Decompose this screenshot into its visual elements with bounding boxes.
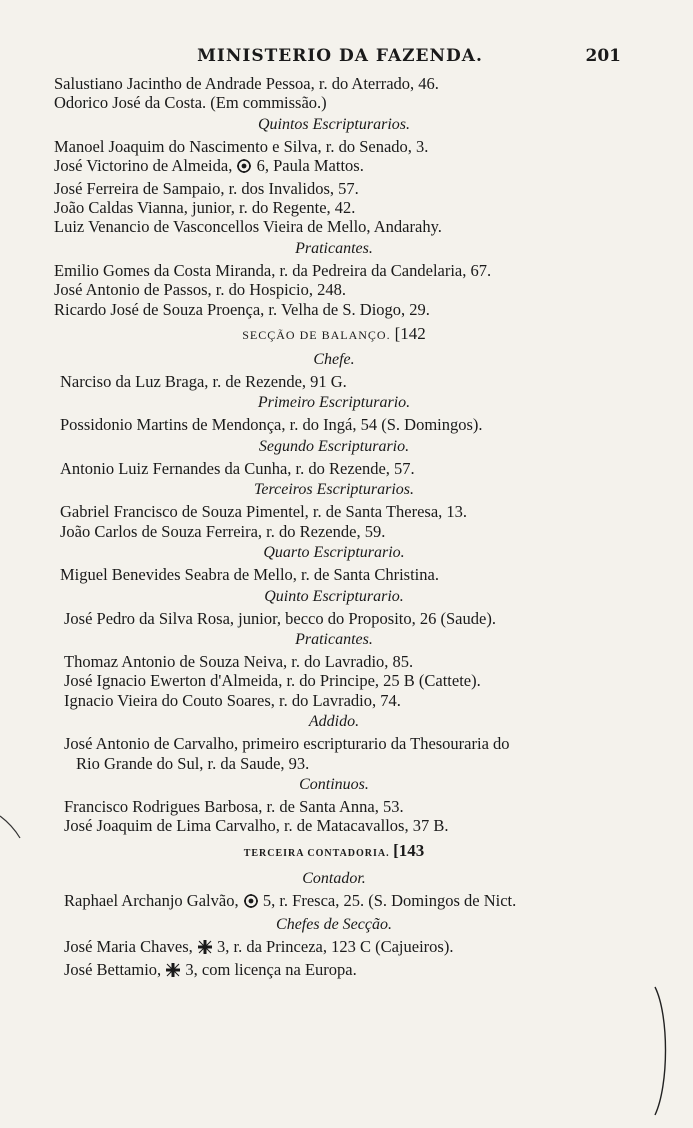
entry-line: João Carlos de Souza Ferreira, r. do Rezende, 59. bbox=[60, 521, 386, 541]
section-subheading: Quintos Escripturarios. bbox=[257, 115, 410, 133]
margin-pencil-mark bbox=[0, 812, 24, 842]
entry-line: Antonio Luiz Fernandes da Cunha, r. do Rezende, 57. bbox=[60, 458, 415, 478]
entry-detail: 6, Paula Mattos. bbox=[252, 156, 364, 176]
section-subheading: Primeiro Escripturario. bbox=[257, 394, 411, 412]
entry-line: João Caldas Vianna, junior, r. do Regente, 42. bbox=[54, 198, 356, 218]
entry-name: José Victorino de Almeida, bbox=[54, 156, 237, 176]
entry-line: José Joaquim de Lima Carvalho, r. de Matacavallos, 37 B. bbox=[64, 816, 449, 836]
section-subheading: Quinto Escripturario. bbox=[264, 587, 404, 605]
entry-line: José Antonio de Carvalho, primeiro escripturario da Thesouraria do bbox=[64, 734, 510, 754]
section-subheading: Quarto Escripturario. bbox=[263, 544, 405, 562]
section-subheading: Addido. bbox=[308, 713, 360, 731]
section-number: [142 bbox=[394, 324, 426, 344]
margin-bracket-mark bbox=[653, 985, 673, 1117]
section-subheading: Praticantes. bbox=[295, 630, 373, 648]
section-subheading: Terceiros Escripturarios. bbox=[253, 481, 414, 499]
section-title bbox=[54, 321, 614, 348]
entry-line bbox=[54, 960, 644, 982]
entry-line: Miguel Benevides Seabra de Mello, r. de Santa Christina. bbox=[60, 565, 439, 585]
section-title-text: SECÇÃO DE BALANÇO. bbox=[242, 328, 391, 343]
entry-line: Gabriel Francisco de Souza Pimentel, r. de Santa Theresa, 13. bbox=[60, 502, 468, 522]
entry-line: Emilio Gomes da Costa Miranda, r. da Pedreira da Candelaria, 67. bbox=[54, 260, 492, 280]
entry-line bbox=[54, 156, 644, 178]
page-number: 201 bbox=[585, 46, 621, 66]
section-subheading: Continuos. bbox=[299, 775, 369, 793]
entry-name: José Bettamio, bbox=[64, 959, 166, 979]
entry-line: Manoel Joaquim do Nascimento e Silva, r. do Senado, 3. bbox=[54, 136, 429, 156]
section-subheading: Praticantes. bbox=[295, 239, 373, 257]
entry-line: Francisco Rodrigues Barbosa, r. de Santa Anna, 53. bbox=[64, 796, 404, 816]
entry-line: Possidonio Martins de Mendonça, r. do Ingá, 54 (S. Domingos). bbox=[60, 415, 483, 435]
entry-line: Thomaz Antonio de Souza Neiva, r. do Lavradio, 85. bbox=[64, 651, 414, 671]
entry-detail: 3, r. da Princeza, 123 C (Cajueiros). bbox=[212, 937, 454, 957]
page-header bbox=[0, 46, 693, 70]
entry-name: José Maria Chaves, bbox=[64, 937, 197, 957]
entry-line: José Ignacio Ewerton d'Almeida, r. do Principe, 25 B (Cattete). bbox=[64, 671, 481, 691]
section-subheading: Chefes de Secção. bbox=[276, 916, 392, 934]
entry-line: Narciso da Luz Braga, r. de Rezende, 91 G. bbox=[60, 372, 347, 392]
entry-name: Raphael Archanjo Galvão, bbox=[64, 890, 243, 910]
entry-detail: 5, r. Fresca, 25. (S. Domingos de Nict. bbox=[258, 890, 517, 910]
cross-order-icon bbox=[197, 939, 213, 959]
entry-line bbox=[54, 937, 644, 959]
section-subheading: Chefe. bbox=[313, 351, 355, 369]
entry-detail: 3, com licença na Europa. bbox=[181, 959, 357, 979]
entry-line: Salustiano Jacintho de Andrade Pessoa, r. do Aterrado, 46. bbox=[54, 74, 439, 93]
running-head: MINISTERIO DA FAZENDA. bbox=[197, 46, 483, 66]
section-title bbox=[54, 838, 614, 867]
cross-order-icon bbox=[165, 962, 181, 982]
entry-line: Luiz Venancio de Vasconcellos Vieira de Mello, Andarahy. bbox=[54, 217, 442, 237]
entry-line bbox=[54, 891, 644, 913]
entry-line: José Pedro da Silva Rosa, junior, becco do Proposito, 26 (Saude). bbox=[64, 608, 496, 628]
section-title-text: TERCEIRA CONTADORIA. bbox=[243, 847, 390, 859]
entry-line: Odorico José da Costa. (Em commissão.) bbox=[54, 93, 327, 113]
rose-order-icon bbox=[243, 893, 259, 913]
entry-line: José Ferreira de Sampaio, r. dos Invalidos, 57. bbox=[54, 178, 359, 198]
entry-line: Ricardo José de Souza Proença, r. Velha de S. Diogo, 29. bbox=[54, 299, 430, 319]
rose-order-icon bbox=[236, 158, 252, 178]
page-body bbox=[54, 74, 644, 982]
entry-line: José Antonio de Passos, r. do Hospicio, 248. bbox=[54, 280, 346, 300]
section-subheading: Segundo Escripturario. bbox=[258, 437, 410, 455]
entry-line-continuation: Rio Grande do Sul, r. da Saude, 93. bbox=[76, 753, 310, 773]
section-subheading: Contador. bbox=[302, 869, 366, 887]
section-number: [143 bbox=[393, 840, 425, 860]
entry-line: Ignacio Vieira do Couto Soares, r. do Lavradio, 74. bbox=[64, 690, 401, 710]
